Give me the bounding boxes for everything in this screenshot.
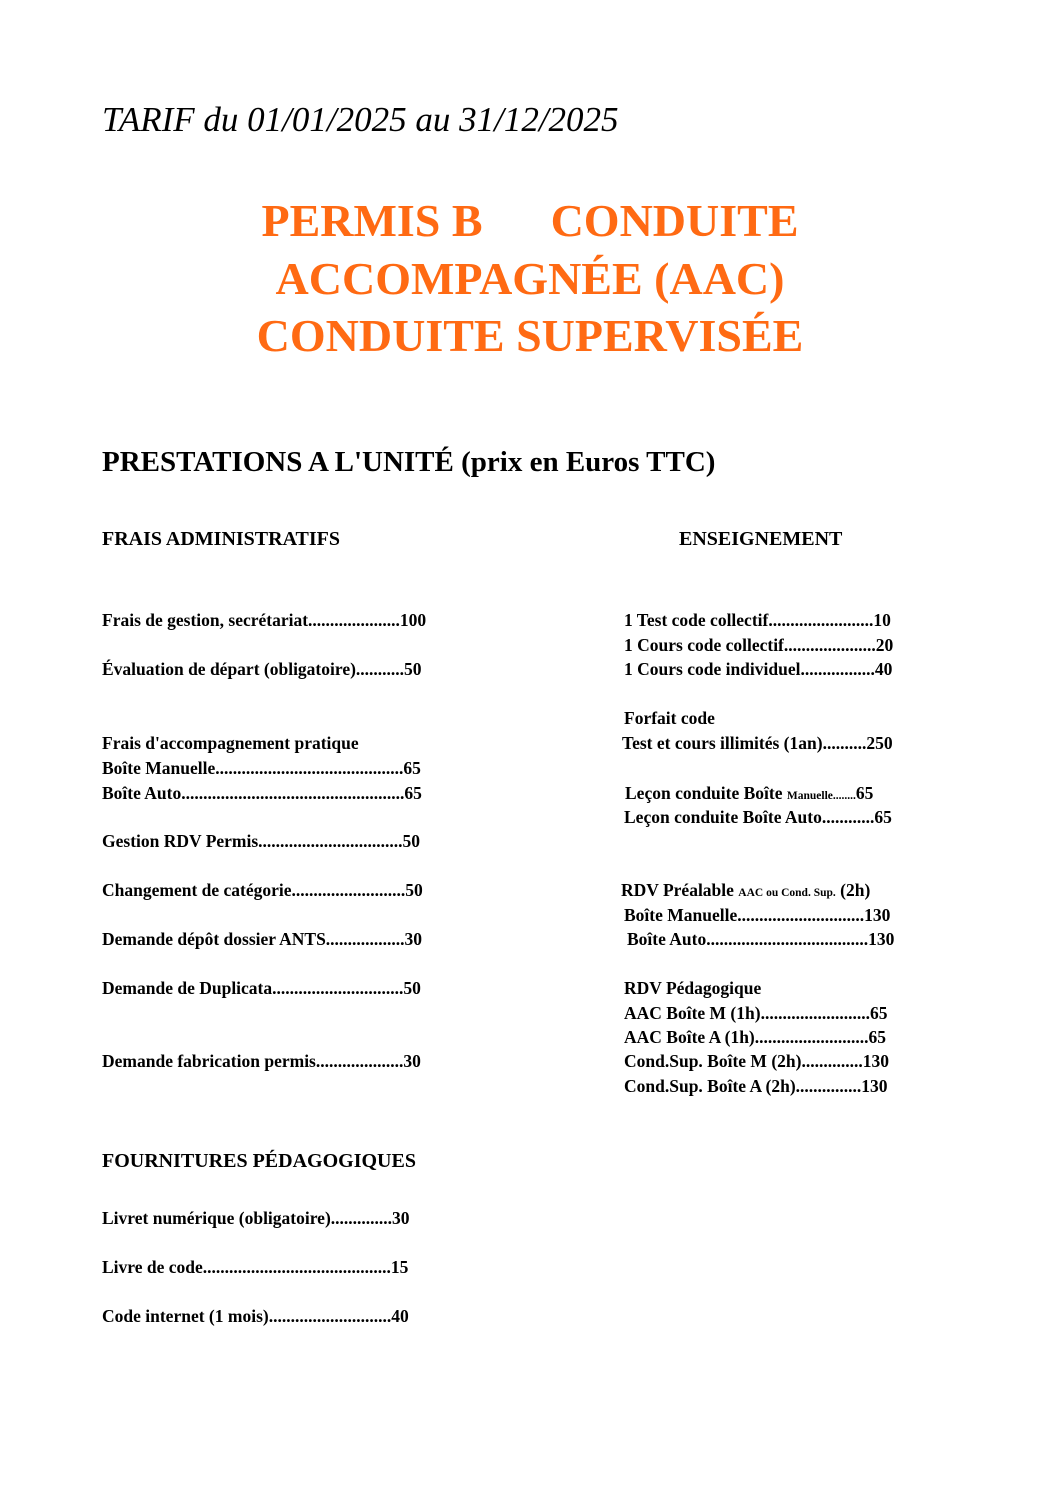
enseignement-heading: ENSEIGNEMENT (679, 528, 843, 550)
frais-ants: Demande dépôt dossier ANTS..................30 (102, 929, 423, 949)
ens-prealable-auto: Boîte Auto.....................................130 (627, 929, 895, 949)
ens-lecon-auto: Leçon conduite Boîte Auto............65 (624, 807, 892, 827)
ens-rdv-prealable-label: RDV Préalable (621, 880, 739, 900)
ens-forfait-line: Test et cours illimités (1an)..........250 (622, 733, 893, 753)
ens-cond-m: Cond.Sup. Boîte M (2h)..............130 (624, 1051, 889, 1071)
frais-heading: FRAIS ADMINISTRATIFS (102, 528, 341, 550)
title-conduite: CONDUITE (550, 195, 799, 246)
ens-cond-a: Cond.Sup. Boîte A (2h)...............130 (624, 1076, 888, 1096)
ens-rdv-prealable (621, 878, 870, 906)
ens-lecon-manuelle-label: Leçon conduite Boîte (625, 783, 787, 803)
ens-aac-a: AAC Boîte A (1h)..........................65 (624, 1027, 887, 1047)
ens-rdv-pedago: RDV Pédagogique (624, 978, 762, 998)
frais-accompagnement: Frais d'accompagnement pratique (102, 733, 359, 753)
frais-duplicata: Demande de Duplicata..............................50 (102, 978, 421, 998)
ens-cours-individuel: 1 Cours code individuel.................40 (624, 659, 893, 679)
frais-boite-auto: Boîte Auto...................................................65 (102, 783, 422, 803)
fournitures-livret: Livret numérique (obligatoire)..............30 (102, 1208, 410, 1228)
title-line-2: ACCOMPAGNÉE (AAC) (275, 253, 785, 304)
ens-forfait-title: Forfait code (624, 708, 715, 728)
ens-cours-collectif: 1 Cours code collectif.....................20 (624, 635, 894, 655)
title-line-1 (0, 192, 1060, 250)
frais-evaluation: Évaluation de départ (obligatoire)...........50 (102, 659, 422, 679)
ens-rdv-prealable-small: AAC ou Cond. Sup. (738, 887, 836, 899)
frais-rdv-permis: Gestion RDV Permis.................................50 (102, 831, 421, 851)
ens-test-code: 1 Test code collectif........................10 (624, 610, 891, 630)
fournitures-livre-code: Livre de code...........................................15 (102, 1257, 409, 1277)
tarif-period: TARIF du 01/01/2025 au 31/12/2025 (102, 100, 619, 139)
ens-aac-m: AAC Boîte M (1h).........................65 (624, 1003, 888, 1023)
frais-boite-manuelle: Boîte Manuelle...........................................65 (102, 758, 421, 778)
ens-lecon-manuelle-small: Manuelle........ (786, 790, 856, 802)
ens-rdv-prealable-duration: (2h) (835, 880, 871, 900)
title-line-3: CONDUITE SUPERVISÉE (256, 310, 804, 361)
title-permis-b: PERMIS B (261, 195, 483, 246)
fournitures-code-internet: Code internet (1 mois)............................40 (102, 1306, 409, 1326)
ens-prealable-manuelle: Boîte Manuelle.............................130 (624, 905, 891, 925)
fournitures-heading: FOURNITURES PÉDAGOGIQUES (102, 1150, 416, 1172)
ens-lecon-manuelle-price: 65 (855, 783, 874, 803)
frais-fabrication: Demande fabrication permis....................30 (102, 1051, 421, 1071)
section-title: PRESTATIONS A L'UNITÉ (prix en Euros TTC) (102, 446, 716, 478)
frais-gestion: Frais de gestion, secrétariat.....................100 (102, 610, 427, 630)
frais-changement: Changement de catégorie..........................50 (102, 880, 423, 900)
